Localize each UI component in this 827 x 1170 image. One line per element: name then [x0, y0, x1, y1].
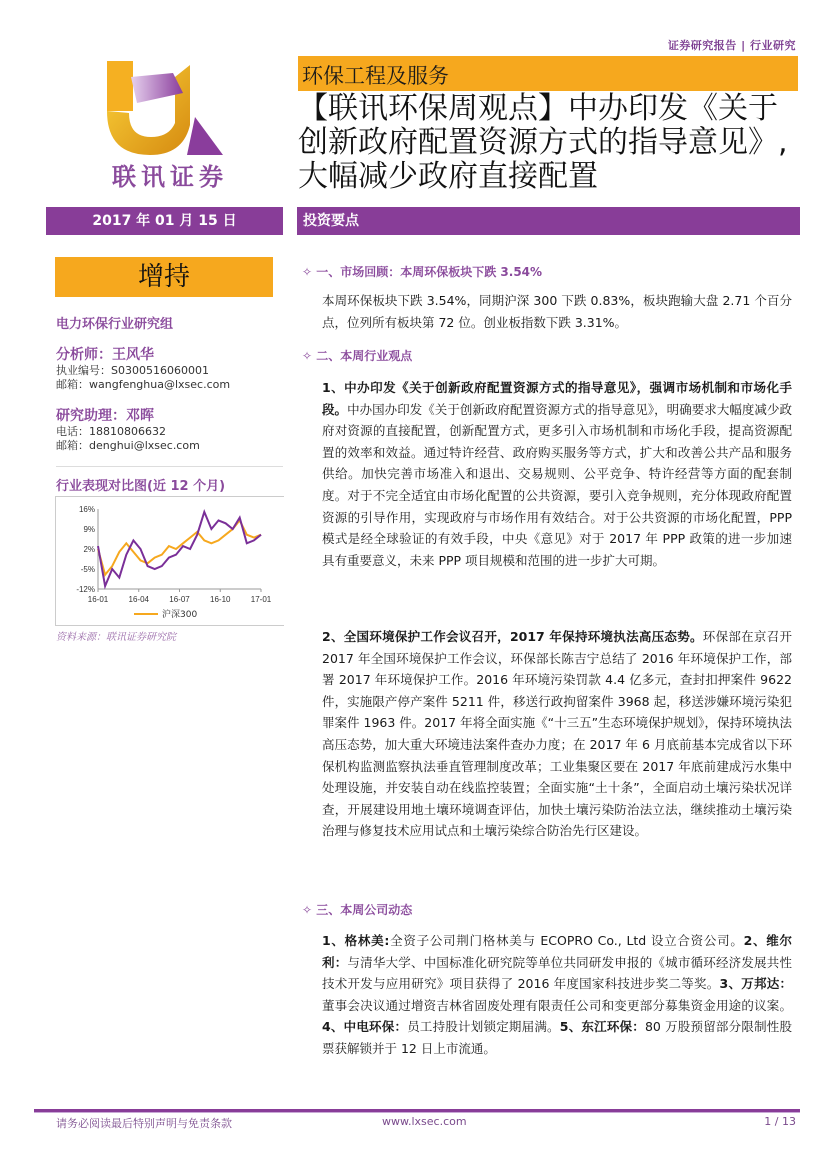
svg-text:16%: 16%: [78, 505, 95, 514]
industry-view-paragraph-2: [322, 626, 792, 842]
market-review-paragraph: 本周环保板块下跌 3.54%，同期沪深 300 下跌 0.83%，板块跑输大盘 2.71 个百分点，位列所有板块第 72 位。创业板指数下跌 3.31%。: [322, 293, 792, 330]
svg-text:9%: 9%: [83, 525, 95, 534]
paragraph-body: 中办国办印发《关于创新政府配置资源方式的指导意见》，明确要求大幅度减少政府对资源的直接配置，创新配置方式，更多引入市场机制和市场化手段，提高资源配置的效率和效益。通过特许经营、政府购买服务等方式，扩大和改善公共产品和服务供给。加快完善市场准入和退出、交易规则、公平竞争、特许经营等方面的配套制度。对于不完全适宜由市场化配置的公共资源，要引入竞争规则，充分体现政府配置资源的引导作用，实现政府与市场作用有效结合。对于公共资源的市场化配置，PPP 模式是经全球验证的有效手段，中央《意见》对于 2017 年 PPP 政策的进一步加速具有重要意义，未来 PPP 项目规模和范围的进一步扩大可期。: [322, 401, 792, 568]
title-line: 【联讯环保周观点】中办印发《关于: [298, 91, 778, 126]
chart-title: 行业表现对比图(近 12 个月): [56, 479, 226, 494]
analyst-email[interactable]: 邮箱：wangfenghua@lxsec.com: [56, 378, 231, 391]
company-news: 全资子公司荆门格林美与 ECOPRO Co., Ltd 设立合资公司。: [389, 933, 744, 948]
section-heading-company-news: ✧ 三、本周公司动态: [302, 903, 413, 917]
logo-text: 联讯证券: [112, 162, 228, 191]
industry-view-paragraph-1: [322, 377, 792, 571]
assistant-email[interactable]: 邮箱：denghui@lxsec.com: [56, 439, 200, 452]
company-name: 1、格林美:: [322, 933, 390, 948]
title-line: 大幅减少政府直接配置: [298, 159, 598, 194]
company-news: 与清华大学、中国标准化研究院等单位共同研发申报的《城市循环经济发展共性技术开发与应用研究》项目获得了 2016 年度国家科技进步奖二等奖。: [322, 954, 792, 992]
paragraph-body: 环保部在京召开 2017 年全国环境保护工作会议，环保部长陈吉宁总结了 2016 年环境保护工作，部署 2017 年环境保护工作。2016 年环境污染罚款 4.4 亿多元，查封扣押案件 9622 件，实施限产停产案件 5211 件，移送行政拘留案件 3968 起，移送涉嫌环境污染犯罪案件 1963 件。2017 年将全面实施《“十三五”生态环境保护规划》，保持环境执法高压态势，加大重大环境违法案件查办力度；在 2017 年 6 月底前基本完成省以下环保机构监测监察执法垂直管理制度改革；工业集聚区要在 2017 年底前建成污水集中处理设施，并安装自动在线监控装置；全面实施“土十条”，全面启动土壤污染状况详查，开展建设用地土壤环境调查评估，加快土壤污染防治法立法，继续推动土壤污染治理与修复技术应用试点和土壤污染综合防治先行区建设。: [322, 629, 792, 839]
page-number: 1 / 13: [764, 1115, 796, 1128]
section-heading-industry-view: ✧ 二、本周行业观点: [302, 349, 413, 363]
chart-source: 资料来源：联讯证券研究院: [56, 632, 176, 643]
company-name: 4、中电环保：: [322, 1019, 408, 1035]
title-line: 创新政府配置资源方式的指导意见》,: [298, 125, 788, 160]
report-date: 2017 年 01 月 15 日: [46, 207, 283, 235]
assistant-name: 研究助理：邓晖: [56, 408, 154, 424]
company-news: 80 万股预留部分限制性股票获解锁并于 12 日上市流通。: [322, 1019, 792, 1056]
company-name: 3、万邦达：: [719, 976, 793, 992]
line-chart: [56, 497, 284, 625]
svg-text:-5%: -5%: [80, 565, 95, 574]
svg-text:-12%: -12%: [76, 585, 95, 594]
company-news: 董事会决议通过增资吉林省固废处理有限责任公司和变更部分募集资金用途的议案。: [322, 997, 792, 1013]
footer-divider: [34, 1109, 800, 1113]
investment-highlights-header: 投资要点: [297, 207, 800, 235]
report-type-label: 证券研究报告 | 行业研究: [667, 39, 796, 52]
svg-text:17-01: 17-01: [250, 595, 272, 604]
paragraph-lead: 1、中办印发《关于创新政府配置资源方式的指导意见》，强调市场机制和市场化手段。: [322, 380, 792, 417]
svg-text:沪深300: 沪深300: [162, 610, 198, 620]
svg-text:16-10: 16-10: [210, 595, 231, 604]
disclaimer-link[interactable]: 请务必阅读最后特别声明与免责条款: [56, 1117, 232, 1130]
company-name: 2、维尔利：: [322, 933, 792, 970]
svg-text:16-07: 16-07: [169, 595, 190, 604]
paragraph-lead: 2、全国环境保护工作会议召开，2017 年保持环境执法高压态势。: [322, 629, 703, 644]
svg-text:2%: 2%: [83, 545, 95, 554]
company-news-paragraph: [322, 930, 792, 1060]
industry-label: 环保工程及服务: [302, 64, 449, 88]
analyst-name: 分析师：王风华: [56, 347, 154, 363]
svg-text:16-04: 16-04: [128, 595, 149, 604]
company-news: 员工持股计划锁定期届满。: [407, 1019, 560, 1035]
research-group: 电力环保行业研究组: [56, 317, 174, 332]
performance-chart: [55, 496, 284, 626]
rating-badge: 增持: [55, 257, 273, 297]
company-name: 5、东江环保：: [559, 1019, 645, 1035]
analyst-license: 执业编号：S0300516060001: [56, 364, 209, 377]
svg-text:16-01: 16-01: [87, 595, 109, 604]
assistant-phone: 电话：18810806632: [56, 425, 166, 438]
logo-icon: [95, 55, 245, 165]
divider: [56, 466, 283, 467]
report-title: [298, 92, 803, 194]
section-heading-market-review: ✧ 一、市场回顾：本周环保板块下跌 3.54%: [302, 265, 543, 279]
website-link[interactable]: www.lxsec.com: [382, 1115, 467, 1128]
